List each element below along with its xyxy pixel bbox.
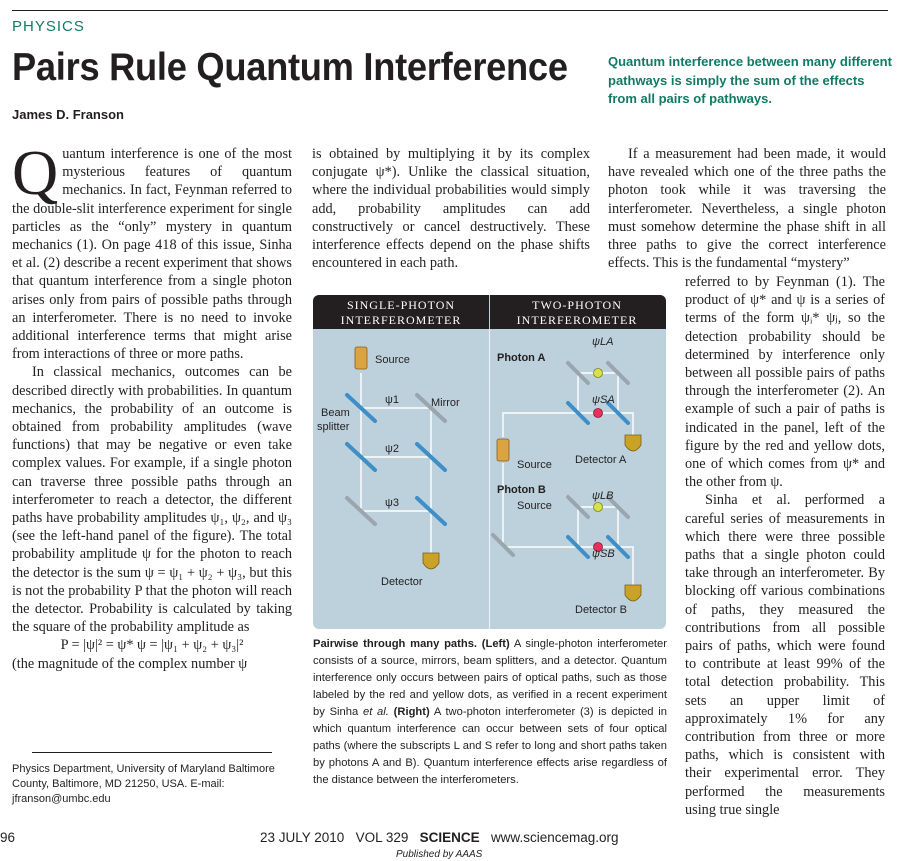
photon-b-label: Photon B bbox=[497, 484, 546, 496]
psi-sa-label: ψSA bbox=[592, 394, 615, 406]
column-2 bbox=[312, 145, 590, 272]
column-3-continued bbox=[685, 273, 885, 819]
left-title-line-1: SINGLE-PHOTON bbox=[346, 298, 456, 312]
col1-paragraph-3: (the magnitude of the complex number ψ bbox=[12, 655, 248, 672]
source-b-label: Source bbox=[517, 500, 552, 512]
col3-paragraph-2: referred to by Feynman (1). The product of ψ* and ψ is a series of terms of the form ψᵢ* ψⱼ, so the detection probability should be determined by interference only between all possible pairs of paths through the interferometer (2). An example of such a pair of paths is indicated in the panel, left of the figure by the red and yellow dots, one of which comes from ψ* and the other from ψ. bbox=[685, 274, 885, 491]
footer-date: 23 JULY 2010 bbox=[260, 830, 345, 845]
figure-caption bbox=[313, 636, 667, 789]
psi2-label: ψ2 bbox=[385, 443, 399, 455]
psi-lb-label: ψLB bbox=[592, 490, 614, 502]
article-subhead: Quantum interference between many different pathways is simply the sum of the effects from all pairs of pathways. bbox=[608, 54, 892, 106]
interferometer-figure bbox=[313, 295, 666, 629]
detector-a-icon bbox=[625, 435, 641, 451]
detector-a-label: Detector A bbox=[575, 454, 627, 466]
col1-paragraph-1 bbox=[12, 137, 292, 363]
single-photon-interferometer bbox=[317, 347, 460, 588]
photon-pair-source-icon bbox=[497, 439, 509, 461]
page-footer bbox=[260, 830, 619, 845]
psi3-label: ψ3 bbox=[385, 497, 399, 509]
footer-volume: VOL 329 bbox=[355, 830, 409, 845]
col3-paragraph-1: If a measurement had been made, it would have revealed which one of the three paths the photon took while it was traversing the interferometer. Nevertheless, a single photon must somehow determine the phase shift in all three paths to give the correct interference effects. This is the fundamental “mystery” bbox=[608, 146, 886, 272]
article-title: Pairs Rule Quantum Interference bbox=[12, 46, 568, 89]
left-source-icon bbox=[355, 347, 367, 369]
column-1 bbox=[12, 137, 292, 673]
red-dot-a-icon bbox=[594, 409, 603, 418]
left-detector-label: Detector bbox=[381, 576, 423, 588]
photon-a-label: Photon A bbox=[497, 352, 546, 364]
author-affiliation-footnote: Physics Department, University of Maryland Baltimore County, Baltimore, MD 21250, USA. E-mail: jfranson@umbc.edu bbox=[12, 763, 275, 805]
col3-paragraph-3: Sinha et al. performed a careful series of measurements in which there were three possible paths that a single photon could take through an interferometer. By blocking off various combinations of paths, they measured the contributions from all possible pairs of paths, which were found to contribute at least 99% of the total detection probability. This sets an upper limit of approximately 1% for any contribution from three or more paths, which is consistent with their experimental error. They performed the measurements using true single bbox=[685, 492, 885, 818]
two-photon-interferometer bbox=[493, 336, 641, 616]
footer-url: www.sciencemag.org bbox=[490, 830, 619, 845]
footnote-rule bbox=[32, 752, 272, 753]
psi-la-label: ψLA bbox=[592, 336, 614, 348]
probability-equation: P = |ψ|² = ψ* ψ = |ψ₁ + ψ₂ + ψ₃|² bbox=[60, 637, 244, 654]
caption-bold-right: (Right) bbox=[388, 706, 430, 718]
section-label: PHYSICS bbox=[12, 18, 85, 35]
mirror-label: Mirror bbox=[431, 397, 460, 409]
left-title-line-2: INTERFEROMETER bbox=[340, 313, 462, 327]
footer-journal: SCIENCE bbox=[419, 830, 480, 845]
detector-b-icon bbox=[625, 585, 641, 601]
psi-sb-label: ψSB bbox=[592, 548, 615, 560]
right-title-line-2: INTERFEROMETER bbox=[516, 313, 638, 327]
col1-p1-text: uantum interference is one of the most mysterious features of quantum mechanics. In fact, Feynman referred to the double-slit interference experiment for single particles as the “only” mystery in quantum mechanics (1). On page 418 of this issue, Sinha et al. (2) describe a recent experiment that shows that quantum interference from a single photon arises only from pairs of possible paths through an interferometer. There is no need to invoke additional interference terms that might arise from interactions of three or more paths. bbox=[12, 146, 292, 363]
yellow-dot-b-icon bbox=[594, 503, 603, 512]
source-feed-paths bbox=[503, 413, 543, 547]
caption-text-1: A single-photon interferometer consists of a source, mirrors, beam splitters, and a detector. Quantum interference only occurs between pairs of optical paths, such as those labeled by the red and yellow dots, as verified in a recent experiment by Sinha bbox=[313, 638, 667, 718]
author-name: James D. Franson bbox=[12, 107, 124, 122]
caption-text-2: A two-photon interferometer (3) is depicted in which quantum interference can occur between sets of four optical paths (where the subscripts L and S refer to long and short paths taken by photons A and B). Quantum interference effects arise regardless of the distance between the interferometers. bbox=[313, 706, 668, 786]
column-3 bbox=[608, 145, 886, 272]
psi1-label: ψ1 bbox=[385, 394, 399, 406]
splitter-label: splitter bbox=[317, 421, 350, 433]
col2-paragraph-1: is obtained by multiplying it by its complex conjugate ψ*). Unlike the classical situation, where the individual probabilities would simply add, probability amplitudes can add constructively or cancel destructively. These interference effects depend on the phase shifts encountered in each path. bbox=[312, 146, 590, 272]
yellow-dot-a-icon bbox=[594, 369, 603, 378]
detector-b-label: Detector B bbox=[575, 604, 627, 616]
right-title-line-1: TWO-PHOTON bbox=[532, 298, 622, 312]
left-detector-icon bbox=[423, 553, 439, 569]
source-a-label: Source bbox=[517, 459, 552, 471]
top-rule bbox=[12, 10, 888, 11]
publisher-line: Published by AAAS bbox=[396, 849, 483, 860]
beam-label: Beam bbox=[321, 407, 350, 419]
drop-cap: Q bbox=[12, 137, 59, 208]
left-source-label: Source bbox=[375, 354, 410, 366]
caption-italic: et al. bbox=[362, 706, 389, 718]
caption-bold-lead: Pairwise through many paths. (Left) bbox=[313, 638, 510, 650]
col1-paragraph-2: In classical mechanics, outcomes can be described directly with probabilities. In quantum mechanics, the probability of an outcome is obtained from probability amplitudes (wave functions) that may be negative or even take complex values. For example, if a single photon can traverse three possible paths through an interferometer to reach a detector, the different paths have probability amplitudes ψ₁, ψ₂, and ψ₃ (see the left-hand panel of the figure). The total probability amplitude ψ for the photon to reach the detector is the sum ψ = ψ₁ + ψ₂ + ψ₃, but this is not the probability P that the photon will reach the detector. Probability is calculated by taking the square of the probability amplitude as bbox=[12, 364, 292, 636]
page-number: 96 bbox=[0, 830, 16, 845]
